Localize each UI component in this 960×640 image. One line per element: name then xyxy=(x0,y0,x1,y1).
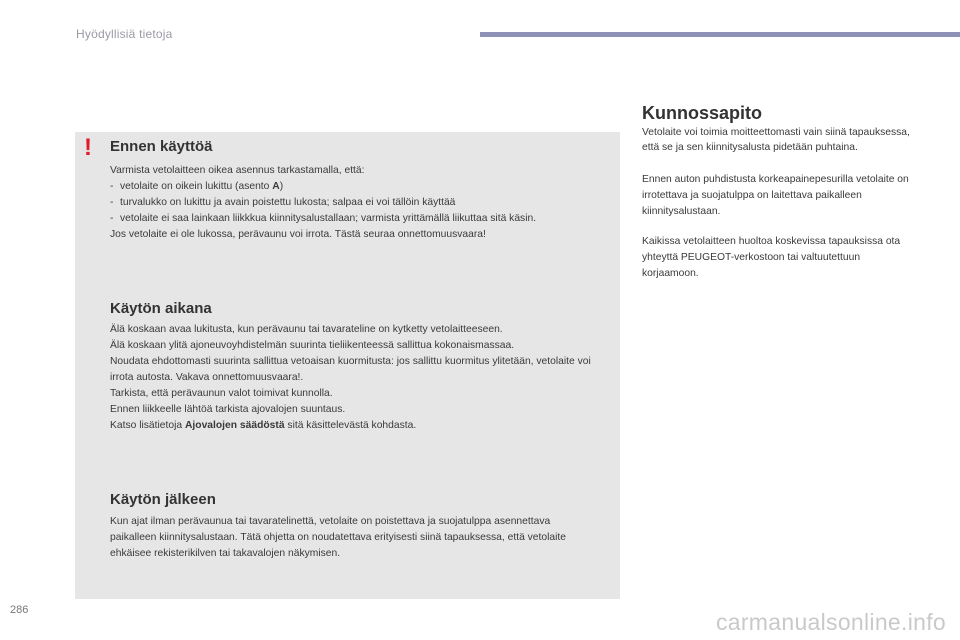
before-use-list xyxy=(110,179,605,227)
page-number: 286 xyxy=(10,604,29,616)
during-use-text xyxy=(110,322,605,434)
maintenance-para-2: Ennen auton puhdistusta korkeapainepesurilla vetolaite on irrotettava ja suojatulppa on laitettava paikalleen kiinnitysalustaan. xyxy=(642,174,909,217)
maintenance-para-1: Vetolaite voi toimia moitteettomasti vain siinä tapauksessa, että se ja sen kiinnitysalusta pidetään puhtaina. xyxy=(642,127,910,153)
list-item: - vetolaite ei saa lainkaan liikkkua kiinnitysalustallaan; varmista yrittämällä liikuttaa sitä käsin. xyxy=(110,211,605,227)
before-use-outro: Jos vetolaite ei ole lukossa, perävaunu voi irrota. Tästä seuraa onnettomuusvaara! xyxy=(110,229,486,240)
during-line: Ennen liikkeelle lähtöä tarkista ajovalojen suuntaus. xyxy=(110,404,346,415)
during-line: Älä koskaan ylitä ajoneuvoyhdistelmän suurinta tieliikenteessä sallittua kokonaismassaa. xyxy=(110,340,515,351)
after-use-title: Käytön jälkeen xyxy=(110,491,216,508)
before-use-text xyxy=(110,163,605,243)
list-item: - vetolaite on oikein lukittu (asento A) xyxy=(110,179,605,195)
watermark: carmanualsonline.info xyxy=(715,609,946,635)
exclamation-icon: ! xyxy=(84,134,92,161)
during-line: Tarkista, että perävaunun valot toimivat kunnolla. xyxy=(110,388,333,399)
before-use-intro: Varmista vetolaitteen oikea asennus tarkastamalla, että: xyxy=(110,165,365,176)
headlamp-adjustment-reference: Ajovalojen säädöstä xyxy=(184,420,285,431)
see-more-line: Katso lisätietoja Ajovalojen säädöstä sitä käsittelevästä kohdasta. xyxy=(110,420,417,431)
during-use-title: Käytön aikana xyxy=(110,300,212,317)
header-title: Hyödyllisiä tietoja xyxy=(76,27,173,41)
list-item: - turvalukko on lukittu ja avain poistettu lukosta; salpaa ei voi tällöin käyttää xyxy=(110,195,605,211)
maintenance-para-3: Kaikissa vetolaitteen huoltoa koskevissa tapauksissa ota yhteyttä PEUGEOT-verkostoon tai valtuutettuun korjaamoon. xyxy=(642,236,901,279)
maintenance-title: Kunnossapito xyxy=(642,103,762,123)
header-accent-bar xyxy=(480,32,960,37)
before-use-title: Ennen käyttöä xyxy=(110,138,213,155)
during-line: Älä koskaan avaa lukitusta, kun perävaunu tai tavarateline on kytketty vetolaitteeseen. xyxy=(110,324,503,335)
during-line: Noudata ehdottomasti suurinta sallittua vetoaisan kuormitusta: jos sallittu kuormitus ylitetään, vetolaite voi irrota autosta. Vakava onnettomuusvaara!. xyxy=(110,356,591,383)
after-use-text: Kun ajat ilman perävaunua tai tavaratelinettä, vetolaite on poistettava ja suojatulppa asennettava paikalleen kiinnitysalustaan. Tätä ohjetta on noudatettava erityisesti siinä tapauksessa, että vetolaite ehkäisee rekisterikilven tai takavalojen näkymisen. xyxy=(110,516,567,559)
